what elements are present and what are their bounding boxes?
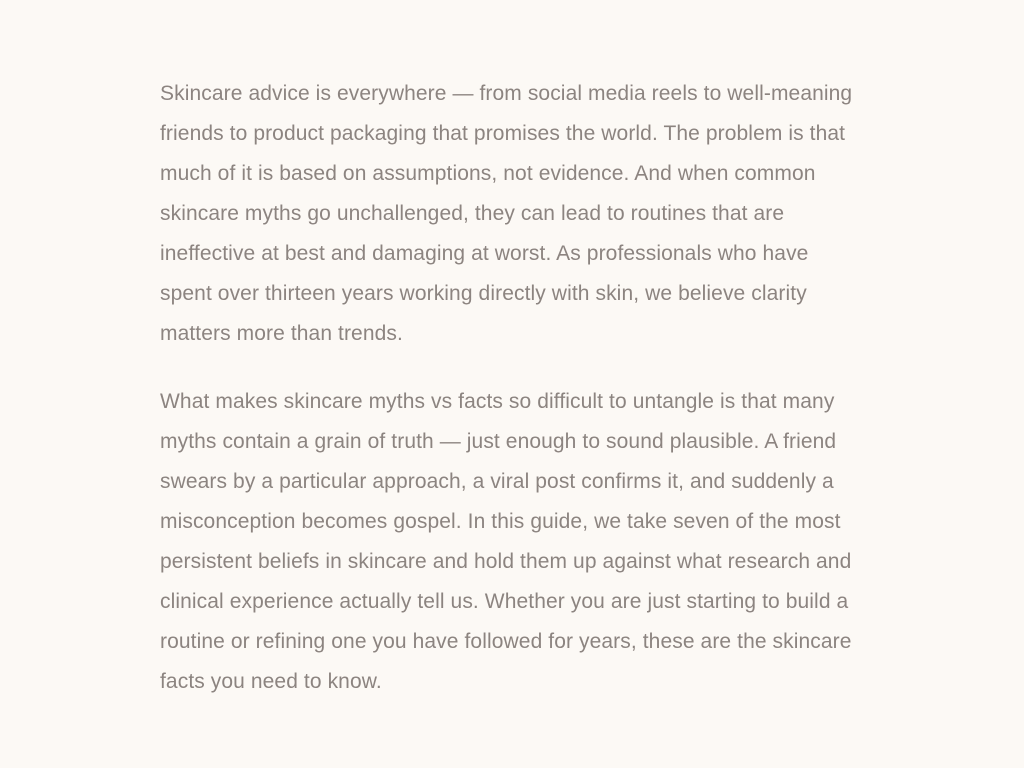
intro-paragraph: Skincare advice is everywhere — from social media reels to well-meaning friends to product packaging that promises the world. The problem is that much of it is based on assumptions, not evidence. And when common skincare myths go unchallenged, they can lead to routines that are ineffective at best and damaging at worst. As professionals who have spent over thirteen years working directly with skin, we believe clarity matters more than trends. bbox=[160, 82, 853, 345]
body-paragraph: What makes skincare myths vs facts so difficult to untangle is that many myths contain a grain of truth — just enough to sound plausible. A friend swears by a particular approach, a viral post confirms it, and suddenly a misconception becomes gospel. In this guide, we take seven of the most persistent beliefs in skincare and hold them up against what research and clinical experience actually tell us. Whether you are just starting to build a routine or refining one you have followed for years, these are the skincare facts you need to know. bbox=[160, 390, 852, 693]
article-body bbox=[160, 74, 880, 730]
